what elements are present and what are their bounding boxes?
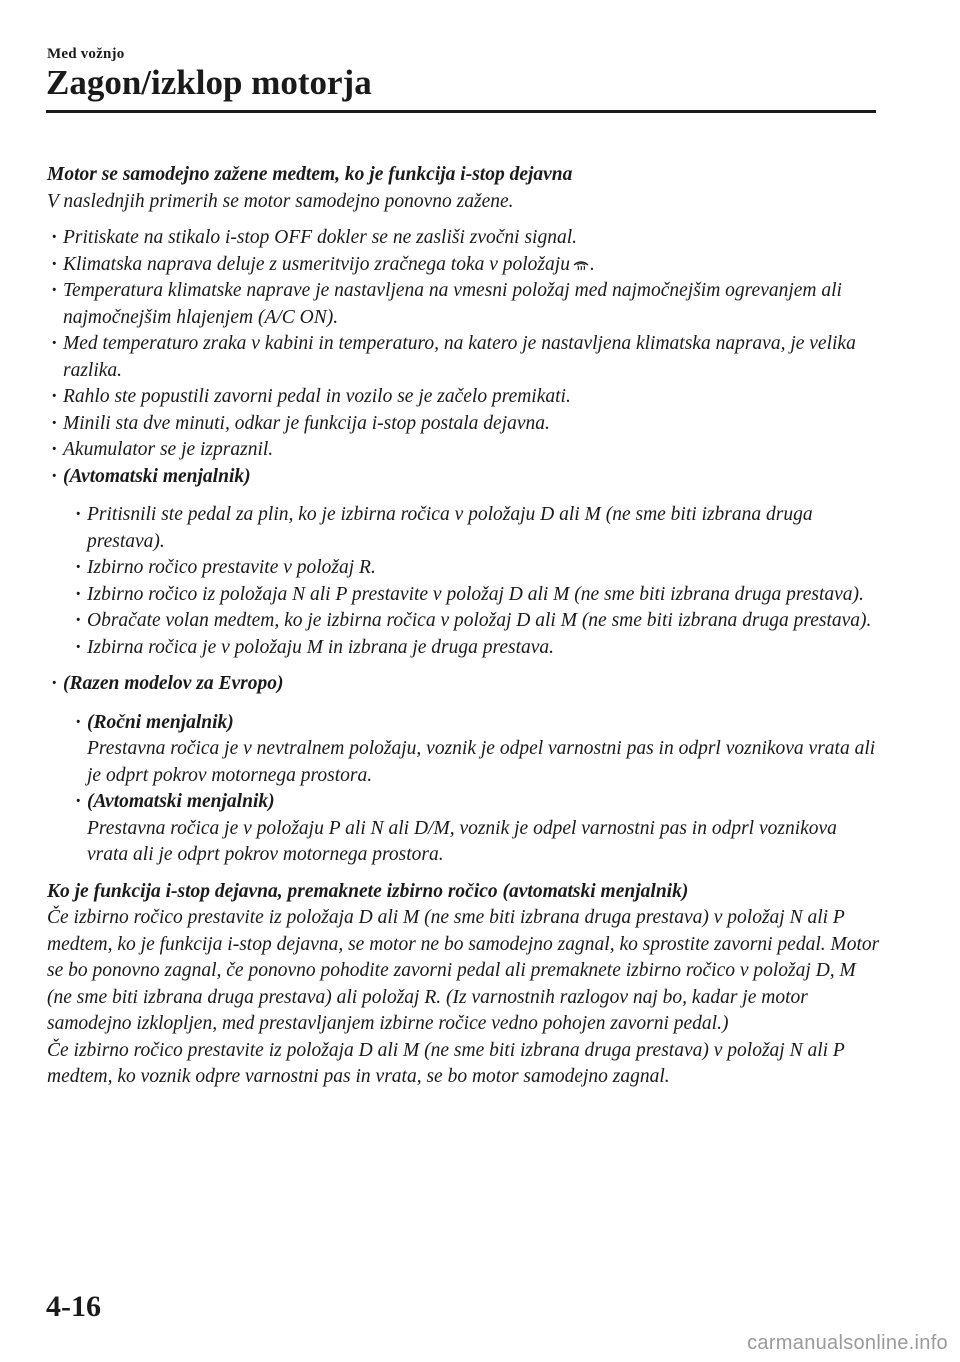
page-content (47, 162, 882, 1091)
list-item: · Izbirno ročico iz položaja N ali P prestavite v položaj D ali M (ne sme biti izbrana druga prestava). (47, 582, 882, 609)
list-item (47, 710, 882, 790)
windshield-defroster-icon (572, 254, 590, 270)
watermark: carmanualsonline.info (747, 1332, 948, 1354)
list-item-automatic (47, 464, 882, 491)
except-europe-label: (Razen modelov za Evropo) (63, 673, 284, 694)
except-europe-sublist (47, 710, 882, 869)
list-item-except-europe (47, 671, 882, 698)
manual-text: Prestavna ročica je v nevtralnem položaju, voznik je odpel varnostni pas in odprl voznikova vrata ali je odprt pokrov motornega prostora. (87, 738, 876, 786)
list-item: · Pritisnili ste pedal za plin, ko je izbirna ročica v položaju D ali M (ne sme biti izbrana druga prestava). (47, 502, 882, 555)
manual-label: · (Ročni menjalnik) (87, 711, 234, 733)
section-heading-auto-restart: Motor se samodejno zažene medtem, ko je funkcija i-stop dejavna (47, 164, 573, 185)
list-item (47, 789, 882, 869)
paragraph: Če izbirno ročico prestavite iz položaja D ali M (ne sme biti izbrana druga prestava) v položaj N ali P medtem, ko je funkcija i-stop dejavna, se motor ne bo samodejno zagnal, ko sprostite zavorni pedal. Motor se bo ponovno zagnal, če ponovno pohodite zavorni pedal ali premaknete izbirno ročico v položaj D, M (ne sme biti izbrana druga prestava) ali položaj R. (Iz varnostnih razlogov naj bo, kadar je motor samodejno izklopljen, med prestavljanjem izbirne ročice vedno pohojen zavorni pedal.) (47, 907, 880, 1034)
list-item: · Med temperaturo zraka v kabini in temperaturo, na katero je nastavljena klimatska naprava, je velika razlika. (47, 331, 882, 384)
list-item: · Minili sta dve minuti, odkar je funkcija i-stop postala dejavna. (47, 411, 882, 438)
list-item: · Klimatska naprava deluje z usmeritvijo zračnega toka v položaju . (47, 252, 882, 279)
list-item: · Pritiskate na stikalo i-stop OFF dokler se ne zasliši zvočni signal. (47, 225, 882, 252)
page-number: 4-16 (46, 1290, 101, 1323)
list-item: · Izbirno ročico prestavite v položaj R. (47, 555, 882, 582)
list-item: · Temperatura klimatske naprave je nastavljena na vmesni položaj med najmočnejšim ogrevanjem ali najmočnejšim hlajenjem (A/C ON). (47, 278, 882, 331)
section-intro: V naslednjih primerih se motor samodejno ponovno zažene. (47, 190, 514, 212)
list-item: · Akumulator se je izpraznil. (47, 437, 882, 464)
list-item: · Rahlo ste popustili zavorni pedal in vozilo se je začelo premikati. (47, 384, 882, 411)
title-divider (46, 110, 876, 113)
section-shift-lever (47, 879, 882, 1091)
list-item: · Obračate volan medtem, ko je izbirna ročica v položaj D ali M (ne sme biti izbrana druga prestava). (47, 608, 882, 635)
section-heading-shift-lever: Ko je funkcija i-stop dejavna, premaknete izbirno ročico (avtomatski menjalnik) (47, 880, 689, 902)
restart-conditions-list (47, 225, 882, 490)
auto-label: · (Avtomatski menjalnik) (87, 791, 275, 812)
paragraph: Če izbirno ročico prestavite iz položaja D ali M (ne sme biti izbrana druga prestava) v položaj N ali P medtem, ko voznik odpre varnostni pas in vrata, se bo motor samodejno zagnal. (47, 1039, 845, 1087)
auto-text: Prestavna ročica je v položaju P ali N ali D/M, voznik je odpel varnostni pas in odprl voznikova vrata ali je odprt pokrov motornega prostora. (87, 817, 837, 865)
automatic-label: (Avtomatski menjalnik) (63, 465, 251, 487)
list-item: · Izbirna ročica je v položaju M in izbrana je druga prestava. (47, 635, 882, 662)
section-label: Med vožnjo (47, 46, 125, 62)
except-europe-list (47, 671, 882, 698)
automatic-conditions-list (47, 502, 882, 661)
page-title: Zagon/izklop motorja (46, 63, 372, 102)
